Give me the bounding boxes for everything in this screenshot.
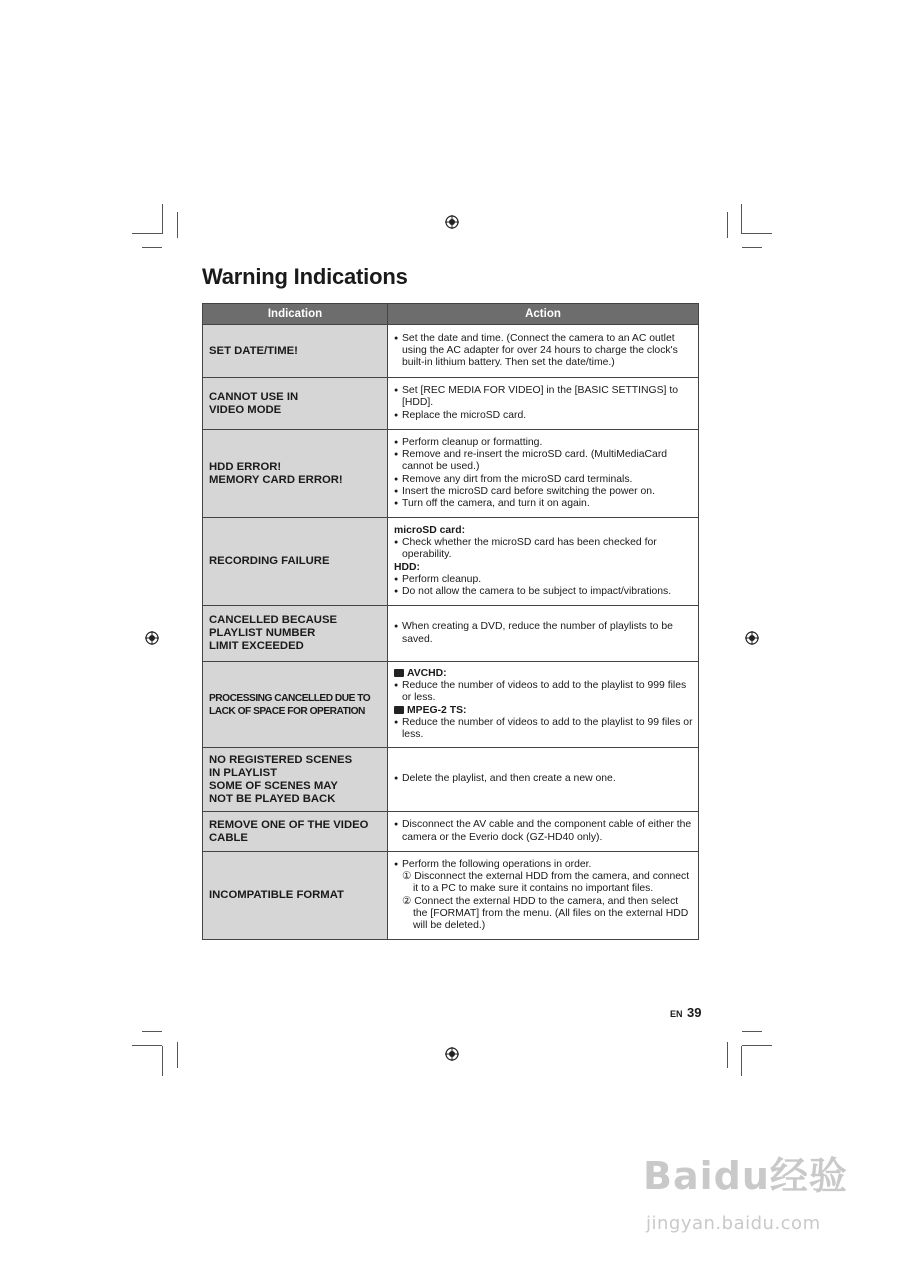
- table-row: [203, 748, 699, 812]
- list-item: ● Check whether the microSD card has been checked for operability.: [394, 537, 693, 561]
- action-cell: [388, 852, 699, 940]
- indication-cell: HDD ERROR! MEMORY CARD ERROR!: [203, 430, 388, 518]
- indication-cell: RECORDING FAILURE: [203, 518, 388, 606]
- indication-cell: SET DATE/TIME!: [203, 325, 388, 378]
- list-item: ● Set the date and time. (Connect the camera to an AC outlet using the AC adapter for over 24 hours to charge the clock's built-in lithium battery. Then set the date/time.): [394, 333, 693, 370]
- list-item: ● Remove any dirt from the microSD card terminals.: [394, 474, 693, 486]
- watermark: [643, 1145, 848, 1234]
- page-number: [670, 1004, 701, 1022]
- header-indication: Indication: [203, 304, 388, 325]
- action-cell: [388, 606, 699, 662]
- registration-mark-icon: [145, 631, 159, 645]
- list-item: ● Perform the following operations in order.: [394, 859, 693, 871]
- list-item: ● Reduce the number of videos to add to the playlist to 999 files or less.: [394, 680, 693, 704]
- indication-cell: INCOMPATIBLE FORMAT: [203, 852, 388, 940]
- crop-mark: [741, 1046, 742, 1076]
- crop-mark: [132, 233, 162, 234]
- list-item: ● Replace the microSD card.: [394, 410, 693, 422]
- crop-mark: [142, 1031, 162, 1032]
- list-item: ● Do not allow the camera to be subject to impact/vibrations.: [394, 586, 693, 598]
- indication-cell: CANNOT USE IN VIDEO MODE: [203, 378, 388, 430]
- indication-cell: CANCELLED BECAUSE PLAYLIST NUMBER LIMIT EXCEEDED: [203, 606, 388, 662]
- page-title: Warning Indications: [202, 264, 408, 289]
- action-cell: [388, 378, 699, 430]
- list-item: ● Insert the microSD card before switching the power on.: [394, 486, 693, 498]
- crop-mark: [132, 1045, 162, 1046]
- indication-cell: NO REGISTERED SCENES IN PLAYLIST SOME OF SCENES MAY NOT BE PLAYED BACK: [203, 748, 388, 812]
- media-label: AVCHD:: [394, 668, 693, 680]
- crop-mark: [727, 212, 728, 238]
- crop-mark: [742, 1031, 762, 1032]
- action-cell: [388, 748, 699, 812]
- crop-mark: [727, 1042, 728, 1068]
- list-item: ● When creating a DVD, reduce the number of playlists to be saved.: [394, 621, 693, 645]
- indication-cell: PROCESSING CANCELLED DUE TO LACK OF SPACE FOR OPERATION: [203, 662, 388, 748]
- table-header-row: [203, 304, 699, 325]
- crop-mark: [177, 212, 178, 238]
- indication-cell: REMOVE ONE OF THE VIDEO CABLE: [203, 812, 388, 852]
- table-row: [203, 430, 699, 518]
- action-cell: [388, 662, 699, 748]
- list-item: ● Reduce the number of videos to add to the playlist to 99 files or less.: [394, 717, 693, 741]
- table-row: [203, 606, 699, 662]
- language-code: EN: [670, 1009, 683, 1019]
- video-camera-icon: [394, 669, 404, 677]
- registration-mark-icon: [745, 631, 759, 645]
- crop-mark: [162, 204, 163, 234]
- list-item: ● Perform cleanup.: [394, 574, 693, 586]
- crop-mark: [742, 1045, 772, 1046]
- registration-mark-icon: [445, 1047, 459, 1061]
- list-item: ● Perform cleanup or formatting.: [394, 437, 693, 449]
- crop-mark: [142, 247, 162, 248]
- numbered-step: ① Disconnect the external HDD from the camera, and connect it to a PC to make sure it contains no important files.: [402, 871, 690, 895]
- table-row: [203, 852, 699, 940]
- table-row: [203, 662, 699, 748]
- list-item: ● Delete the playlist, and then create a new one.: [394, 773, 693, 785]
- list-item: ● Remove and re-insert the microSD card. (MultiMediaCard cannot be used.): [394, 449, 693, 473]
- numbered-step: ② Connect the external HDD to the camera, and then select the [FORMAT] from the menu. (All files on the external HDD will be deleted.): [402, 895, 689, 931]
- action-cell: [388, 325, 699, 378]
- media-label: MPEG-2 TS:: [394, 705, 693, 717]
- crop-mark: [177, 1042, 178, 1068]
- page-number-value: 39: [686, 1005, 702, 1020]
- crop-mark: [742, 247, 762, 248]
- header-action: Action: [388, 304, 699, 325]
- table-row: [203, 325, 699, 378]
- media-label: HDD:: [394, 561, 420, 573]
- crop-mark: [162, 1046, 163, 1076]
- list-item: ● Disconnect the AV cable and the component cable of either the camera or the Everio dock (GZ-HD40 only).: [394, 819, 693, 843]
- crop-mark: [742, 233, 772, 234]
- action-cell: [388, 812, 699, 852]
- media-label: microSD card:: [394, 524, 466, 536]
- list-item: ● Set [REC MEDIA FOR VIDEO] in the [BASIC SETTINGS] to [HDD].: [394, 385, 693, 409]
- crop-mark: [741, 204, 742, 234]
- action-cell: [388, 518, 699, 606]
- table-row: [203, 518, 699, 606]
- watermark-url: jingyan.baidu.com: [646, 1213, 821, 1234]
- video-camera-icon: [394, 706, 404, 714]
- warning-table: [202, 303, 699, 940]
- table-row: [203, 378, 699, 430]
- list-item: ● Turn off the camera, and turn it on again.: [394, 498, 693, 510]
- table-row: [203, 812, 699, 852]
- action-cell: [388, 430, 699, 518]
- registration-mark-icon: [445, 215, 459, 229]
- watermark-brand: Baidu经验: [643, 1154, 848, 1198]
